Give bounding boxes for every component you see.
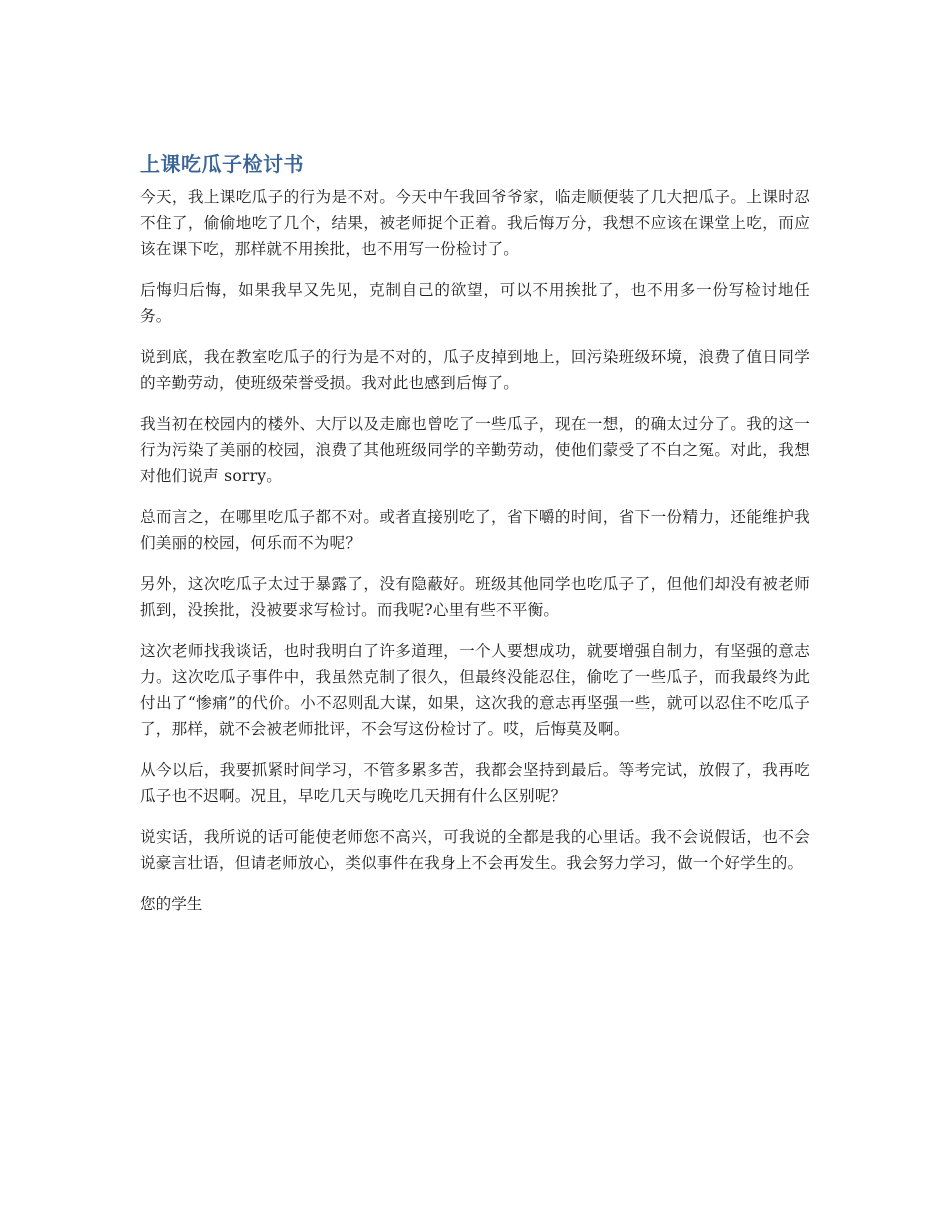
paragraph-5: 总而言之，在哪里吃瓜子都不对。或者直接别吃了，省下嚼的时间，省下一份精力，还能维护我们美丽的校园，何乐而不为呢？ bbox=[140, 508, 810, 552]
signature: 您的学生 bbox=[140, 895, 203, 913]
paragraph-1: 今天，我上课吃瓜子的行为是不对。今天中午我回爷爷家，临走顺便装了几大把瓜子。上课时忍不住了，偷偷地吃了几个，结果，被老师捉个正着。我后悔万分，我想不应该在课堂上吃，而应该在课下吃，那样就不用挨批，也不用写一份检讨了。 bbox=[140, 188, 810, 258]
document-title: 上课吃瓜子检讨书 bbox=[140, 152, 304, 176]
paragraph-6: 另外，这次吃瓜子太过于暴露了，没有隐蔽好。班级其他同学也吃瓜子了，但他们却没有被老师抓到，没挨批，没被要求写检讨。而我呢?心里有些不平衡。 bbox=[140, 575, 810, 619]
document-page bbox=[140, 150, 810, 917]
paragraph-8: 从今以后，我要抓紧时间学习，不管多累多苦，我都会坚持到最后。等考完试，放假了，我再吃瓜子也不迟啊。况且，早吃几天与晚吃几天拥有什么区别呢？ bbox=[140, 761, 810, 805]
paragraph-9: 说实话，我所说的话可能使老师您不高兴，可我说的全都是我的心里话。我不会说假话，也不会说豪言壮语，但请老师放心，类似事件在我身上不会再发生。我会努力学习，做一个好学生的。 bbox=[140, 828, 810, 872]
paragraph-7: 这次老师找我谈话，也时我明白了许多道理，一个人要想成功，就要增强自制力，有坚强的意志力。这次吃瓜子事件中，我虽然克制了很久，但最终没能忍住，偷吃了一些瓜子，而我最终为此付出了“惨痛”的代价。小不忍则乱大谋，如果，这次我的意志再坚强一些，就可以忍住不吃瓜子了，那样，就不会被老师批评，不会写这份检讨了。哎，后悔莫及啊。 bbox=[140, 642, 810, 738]
paragraph-4: 我当初在校园内的楼外、大厅以及走廊也曾吃了一些瓜子，现在一想，的确太过分了。我的这一行为污染了美丽的校园，浪费了其他班级同学的辛勤劳动，使他们蒙受了不白之冤。对此，我想对他们说声 sorry。 bbox=[140, 415, 810, 485]
paragraph-2: 后悔归后悔，如果我早又先见，克制自己的欲望，可以不用挨批了，也不用多一份写检讨地任务。 bbox=[140, 281, 810, 325]
paragraph-3: 说到底，我在教室吃瓜子的行为是不对的，瓜子皮掉到地上，回污染班级环境，浪费了值日同学的辛勤劳动，使班级荣誉受损。我对此也感到后悔了。 bbox=[140, 348, 810, 392]
